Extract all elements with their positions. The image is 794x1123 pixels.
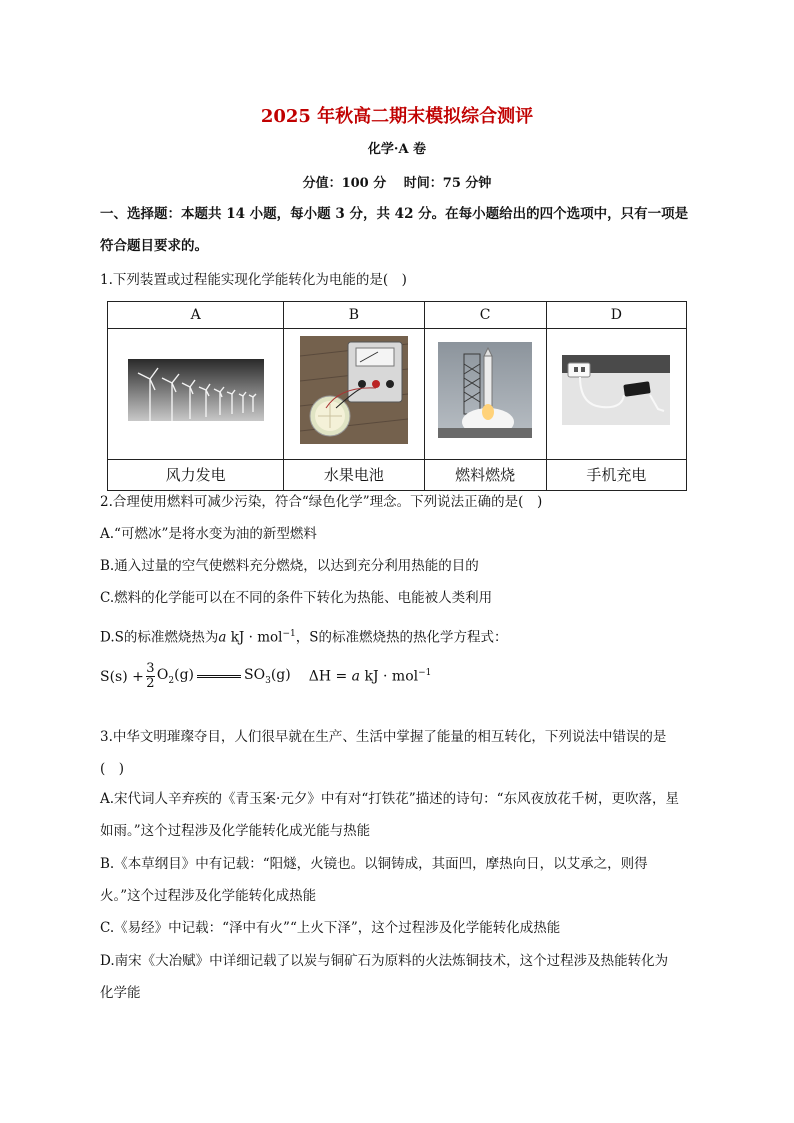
q2-option-b: B.通入过量的空气使燃料充分燃烧，以达到充分利用热能的目的 bbox=[100, 558, 479, 574]
q3-option-d-line1: D.南宋《大冶赋》中详细记载了以炭与铜矿石为原料的火法炼铜技术，这个过程涉及热能转化为 bbox=[100, 953, 669, 969]
q2-stem: 2.合理使用燃料可减少污染，符合“绿色化学”理念。下列说法正确的是( ) bbox=[100, 494, 543, 510]
eq-frac-den: 2 bbox=[146, 676, 155, 691]
section-intro bbox=[100, 198, 700, 262]
q1-col-d: D bbox=[546, 302, 686, 329]
eq-arrow bbox=[197, 675, 241, 678]
q3-option-d-line2: 化学能 bbox=[100, 985, 141, 1001]
eq-product: $SO_3(g)$ bbox=[244, 667, 291, 686]
phone-charging-photo bbox=[562, 355, 670, 429]
q1-img-cell-a bbox=[108, 329, 284, 459]
exam-subject: 化学·A 卷 bbox=[367, 142, 427, 157]
section-intro-line2: 符合题目要求的。 bbox=[100, 238, 208, 254]
thermochemical-equation bbox=[100, 662, 431, 691]
q3-option-b-line1: B.《本草纲目》中有记载：“阳燧，火镜也。以铜铸成，其面凹，摩热向日，以艾承之，则得 bbox=[100, 856, 648, 872]
q2-option-d-unit: kJ · mol bbox=[226, 629, 283, 646]
q2-option-c: C.燃料的化学能可以在不同的条件下转化为热能、电能被人类利用 bbox=[100, 590, 493, 606]
q2-option-d bbox=[100, 618, 700, 654]
eq-frac-num: 3 bbox=[146, 661, 155, 676]
q1-col-a: A bbox=[108, 302, 284, 329]
eq-reactant-s: S(s) + bbox=[100, 668, 144, 685]
q1-caption-c: 燃料燃烧 bbox=[424, 459, 546, 490]
q2-option-a: A.“可燃冰”是将水变为油的新型燃料 bbox=[100, 526, 317, 542]
q2-option-d-suffix: ，S的标准燃烧热的热化学方程式： bbox=[295, 629, 508, 646]
q3-option-b-line2: 火。”这个过程涉及化学能转化成热能 bbox=[100, 888, 317, 904]
q3-stem-line1: 3.中华文明璀璨夺目，人们很早就在生产、生活中掌握了能量的相互转化，下列说法中错误的是 bbox=[100, 729, 667, 745]
eq-enthalpy: ΔH = a kJ · mol$^{-1}$ bbox=[308, 668, 432, 685]
q1-caption-d: 手机充电 bbox=[546, 459, 686, 490]
q1-caption-b: 水果电池 bbox=[284, 459, 424, 490]
q1-caption-a: 风力发电 bbox=[108, 459, 284, 490]
q2-option-d-prefix: D.S的标准燃烧热为 bbox=[100, 629, 219, 646]
fruit-battery-photo bbox=[300, 336, 408, 448]
rocket-launch-photo bbox=[438, 342, 532, 442]
eq-reactant-o2: $O_2(g)$ bbox=[156, 667, 194, 686]
q1-img-cell-b bbox=[284, 329, 424, 459]
q3-stem-line2: ( ) bbox=[100, 761, 125, 777]
q2-option-d-var: a bbox=[218, 629, 227, 646]
exam-meta: 分值：100 分 时间：75 分钟 bbox=[302, 176, 492, 191]
q1-col-b: B bbox=[284, 302, 424, 329]
q3-option-a-line2: 如雨。”这个过程涉及化学能转化成光能与热能 bbox=[100, 823, 371, 839]
exam-title: 2025 年秋高二期末模拟综合测评 bbox=[260, 106, 534, 127]
section-intro-line1: 一、选择题：本题共 14 小题，每小题 3 分，共 42 分。在每小题给出的四个选项中，只有一项是 bbox=[100, 206, 689, 222]
q2-option-d-exp: −1 bbox=[282, 629, 296, 639]
q1-col-c: C bbox=[424, 302, 546, 329]
q3-option-a-line1: A.宋代词人辛弃疾的《青玉案·元夕》中有对“打铁花”描述的诗句：“东风夜放花千树，更吹落，星 bbox=[100, 791, 680, 807]
q1-options-table bbox=[107, 301, 687, 491]
q1-stem: 1.下列装置或过程能实现化学能转化为电能的是( ) bbox=[100, 272, 407, 288]
q1-img-cell-d bbox=[546, 329, 686, 459]
wind-turbines-photo bbox=[128, 359, 264, 425]
q3-option-c: C.《易经》中记载：“泽中有火”“上火下泽”，这个过程涉及化学能转化成热能 bbox=[100, 920, 561, 936]
q1-img-cell-c bbox=[424, 329, 546, 459]
eq-fraction bbox=[146, 662, 155, 691]
